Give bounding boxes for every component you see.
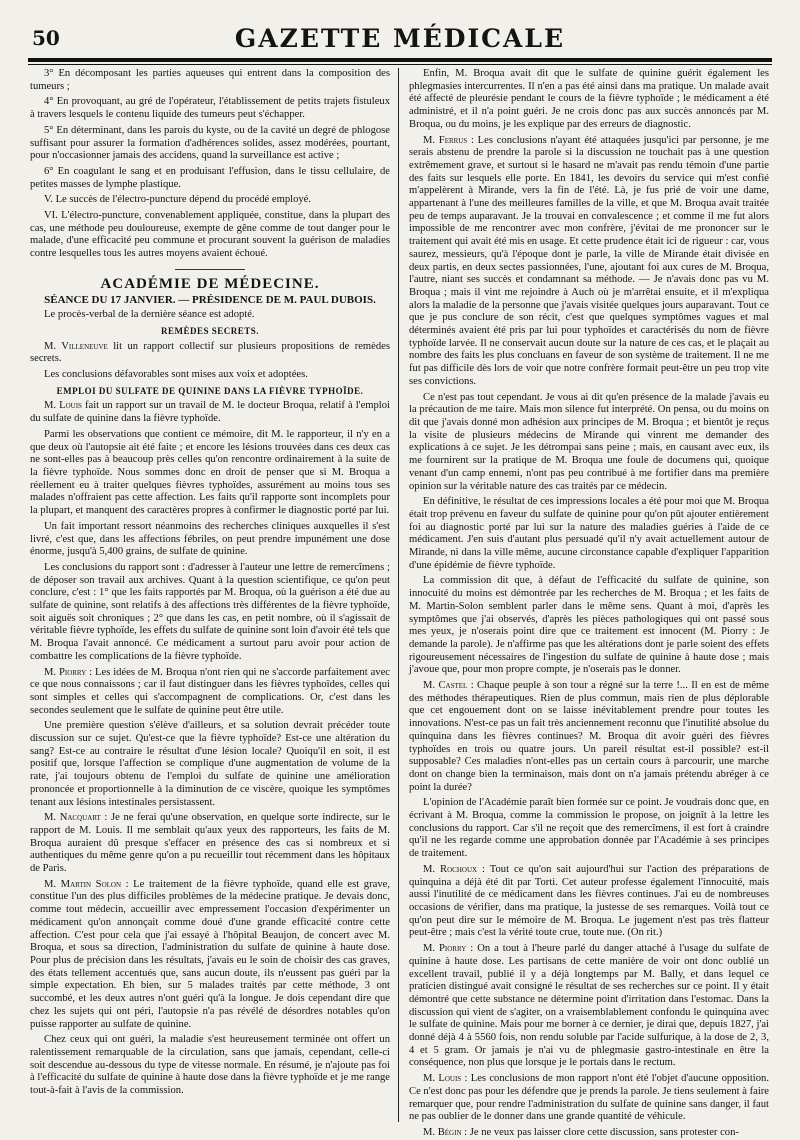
speaker-text: : On a tout à l'heure parlé du danger attaché à l'usage du sulfate de quinine à haute dose. Les partisans de cette manière de voir ont donc oublié un excellent travail, publié il y a déjà longtemps par M. Bally, et dans lequel ce praticien distingué avait consigné le résultat de ses recherches sur ce point. Il y était démontré que cette substance ne détermine point d'irritation dans l'estomac. Dans la discussion qui vient de s'agiter, on a vraisemblablement confondu le quinquina avec le sulfate de quinine. Mais pour me borner à ce dernier, je dirai que, depuis 1827, j'ai donné déjà 4 à 5560 fois, non rendu soluble par l'acide sulfurique, à la dose de 2, 3, 4 et 5 gram. Or jamais je n'ai vu de phlegmasie gastro-intestinale en être la conséquence, non plus que lorsque je le portais dans le rectum. [409,943,769,1069]
paragraph: Les conclusions du rapport sont : d'adresser à l'auteur une lettre de remercîmens ; de déposer son travail aux archives. Quant à la question scientifique, ce qu'on peut conclure, c'est : 1° que les faits rapportés par M. Broqua, où la guérison a été due au sulfate de quinine, sont relatifs à des affections très différentes de la fièvre typhoïde, soit aiguës soit chroniques ; 2° que dans les cas, en petit nombre, où il s'agissait de véritable fièvre typhoïde, les effets du sulfate de quinine sont loin d'avoir été tels que M. Broqua l'avait annoncé. Ce médicament a surtout paru avoir pour action de combattre les complications de la fièvre typhoïde. [30,561,390,662]
speaker-text: : Je ne ferai qu'une observation, en quelque sorte indirecte, sur le rapport de M. Louis. Il me semblait qu'aux yeux des rapporteurs, les faits de M. Broqua auraient dû presque s'effacer en présence des cas si nombreux et si authentiques du même genre qu'on a pu recueillir tout récemment dans les hôpitaux de Paris. [30,812,391,875]
paragraph [30,341,390,366]
speaker-text: : Le traitement de la fièvre typhoïde, quand elle est grave, constitue l'un des plus difficiles problèmes de la médecine pratique. Je devais donc, comme tout médecin, accueillir avec empressement l'occasion d'expérimenter un médicament qu'on annonçait comme doué d'une grande efficacité contre cette affection. C'est pour cela que j'ai essayé à l'hôpital Beaujon, de concert avec M. Broqua, et sous sa direction, l'administration du sulfate de quinine à haute dose. Pour plus de précision dans les résultats, j'avais eu le soin de choisir des cas graves, des états tellement accentués que, sans aucun doute, ils n'eussent pas guéri par la simple expectation. Eh bien, sur 5 malades traités par cette méthode, 3 ont succombé, et les deux autres n'ont guéri qu'à la longue. Je dois cependant dire que chez les sujets qui ont péri, l'autopsie n'a pas révélé de désordres notables qu'on puisse rapporter au sulfate de quinine. [30,878,390,1030]
speaker-name: M. Ferrus [423,134,468,146]
paragraph: Ce n'est pas tout cependant. Je vous ai dit qu'en présence de la malade j'avais eu la précaution de me taire. Mais mon silence fut interprété. On pensa, ou du moins on dit que j'avais donné mon adhésion aux principes de M. Broqua ; et bientôt je reçus la visite de plusieurs médecins de Mirande qui vinrent me demander des explications à ce sujet. Je les détrompai sans peine ; mais, en causant avec eux, ils me fournirent sur la pratique de M. Broqua une foule de documens qui, quoique venant d'un camp ennemi, n'ont pas peu contribué à me fortifier dans ma première opinion sur la véritable nature des cas traités par ce médecin. [409,391,769,492]
paragraph: Les conclusions défavorables sont mises aux voix et adoptées. [44,369,308,381]
section-divider [175,269,245,270]
paragraph: L'opinion de l'Académie paraît bien formée sur ce point. Je voudrais donc que, en écrivant à M. Broqua, comme la commission le propose, on joignît à la lettre les conclusions du rapport. Car s'il ne reçoit que des remercîmens, il est fort à craindre qu'il ne les regarde comme une approbation donnée par l'Académie à ses principes de traitement. [409,797,769,860]
left-column [30,68,390,1122]
speaker-name: M. Nacquart [44,812,101,824]
speaker-text: : Les conclusions n'ayant été attaquées jusqu'ici par personne, je me serais abstenu de prendre la parole si la discussion ne touchait pas à une question extrêmement grave, et surtout si le hasard ne m'avait pas rendu témoin d'une partie des faits sur lesquels elle porte. En 1841, les devoirs du service qui m'est confié m'appelèrent à Mirande, vers la fin de l'été. Là, je fus prié de voir une dame, appartenant à l'une des meilleures familles de la ville, et que M. Broqua avait traitée peu de temps auparavant. Je la trouvai en convalescence ; et comme il me fut alors impossible de me rencontrer avec mon confrère, j'évitai de me prononcer sur le traitement qui avait été mis en usage. Et cette prudence était ici de rigueur : car, vous saurez, messieurs, qu'à l'époque dont je parle, la ville de Mirande était divisée en deux partis, en deux sectes passionnées, l'une, ajoutant foi aux cures de M. Broqua, l'autre, niant ses succès et condamnant sa méthode. — Je n'avais donc pas vu M. Broqua ; mais il vint me rejoindre à Auch où je m'arrêtai ensuite, et il m'expliqua alors la maladie de la personne que j'avais visitée quelques jours auparavant. Tout ce que je pus conclure de son récit, c'est que quelques symptômes vagues et mal déterminés avaient été pris par lui pour typhoïdes et caractérisés du nom de fièvre typhoïde larvée. Il ne conservait aucun doute sur la nature de ces cas, et le plaçait au nombre des faits les plus concluans en faveur de son système de traitement. Il ne me fut pas difficile dès lors de voir que notre confrère formait peut-être un peu trop vite ses convictions. [409,134,769,387]
paragraph: En définitive, le résultat de ces impressions locales a été pour moi que M. Broqua était trop prévenu en faveur du sulfate de quinine pour qu'on pût ajouter entièrement foi au diagnostic porté par lui sur la nature des maladies guéries à l'aide de ce médicament. J'en suis d'autant plus persuadé qu'il n'y avait actuellement autour de Mirande, ni dans la ville même, aucune circonstance capable d'expliquer l'apparition d'une épidémie de fièvre typhoïde. [409,496,769,571]
list-item: 4° En provoquant, au gré de l'opérateur, l'établissement de petits trajets fistuleux à travers lesquels le contenu liquide des tumeurs peut s'échapper. [30,96,390,121]
masthead-title: GAZETTE MÉDICALE [234,24,566,53]
speaker-name: M. Piorry [423,943,467,955]
list-item: 5° En déterminant, dans les parois du kyste, ou de la cavité un degré de phlogose suffisant pour assurer la formation d'adhérences solides, assez modérées, pourtant, pour n'occasionner jamais des accidens, quand la surveillance est active ; [30,124,390,162]
speaker-name: M. Castel [423,680,468,692]
speaker-name: M. Louis [44,400,82,412]
speaker-name: M. Bégin [423,1126,462,1138]
column-divider [398,68,399,1122]
speaker-text: : Je ne veux pas laisser clore cette discussion, sans protester con- [461,1126,739,1138]
paragraph [409,135,769,389]
paragraph [409,943,769,1070]
paragraph [30,812,390,876]
subheading-remedes: REMÈDES SECRETS. [160,325,260,336]
paragraph [409,680,769,794]
subheading-emploi: EMPLOI DU SULFATE DE QUININE DANS LA FIÈVRE TYPHOÏDE. [56,385,364,396]
list-item: V. Le succès de l'électro-puncture dépend du procédé employé. [44,194,312,206]
list-item: 6° En coagulant le sang et en produisant l'effusion, dans le tissu cellulaire, de petites masses de lymphe plastique. [30,165,390,190]
list-item: VI. L'électro-puncture, convenablement appliquée, constitue, dans la plupart des cas, une méthode peu douloureuse, exempte de gêne comme de tout danger pour le malade, d'une efficacité peu commune et procurant souvent la guérison de maladies contre lesquelles tous les autres moyens avaient échoué. [30,210,390,260]
speaker-text: : Les conclusions de mon rapport n'ont été l'objet d'aucune opposition. Ce n'est donc pas pour les défendre que je prends la parole. Je tiens seulement à faire remarquer que, pour rendre l'administration du sulfate de quinine sans danger, il faut ne pas oublier de le donner dans une grande quantité de véhicule. [409,1073,769,1123]
header-rule-thin [28,64,772,65]
paragraph: Le procès-verbal de la dernière séance est adopté. [44,309,255,321]
paragraph: Enfin, M. Broqua avait dit que le sulfate de quinine guérit également les phlegmasies intercurrentes. Il n'en a pas été ainsi dans ma pratique. Un malade avait été affecté de pleurésie pendant le cours de la fièvre typhoïde ; le médicament a été administré, et il n'a point guéri. Je ne crois donc pas aux succès annoncés par M. Broqua, ou du moins, je les explique par des erreurs de diagnostic. [409,68,769,130]
speaker-text: fait un rapport sur un travail de M. le docteur Broqua, relatif à l'emploi du sulfate de quinine dans la fièvre typhoïde. [30,400,390,425]
paragraph: Parmi les observations que contient ce mémoire, dit M. le rapporteur, il n'y en a que deux où l'autopsie ait été faite ; et encore les lésions trouvées dans ces deux cas ne sont-elles pas à beaucoup près celles qu'on rencontre ordinairement à la suite de la fièvre typhoïde. Nous sommes donc en droit de penser que si M. Broqua a réellement eu à traiter quelques fièvres typhoïdes, assurément au moins tous ses malades n'offraient pas cette affection. Les faits qu'il rapporte sont incomplets pour la plupart, et manquent des caractères propres à confirmer le diagnostic porté par lui. [30,428,390,517]
speaker-text: lit un rapport collectif sur plusieurs propositions de remèdes secrets. [30,340,390,365]
speaker-name: M. Louis [423,1073,462,1085]
paragraph [409,1127,769,1140]
speaker-name: M. Martin Solon [44,878,122,890]
paragraph: Une première question s'élève d'ailleurs, et sa solution devrait précéder toute discussion sur ce sujet. Qu'est-ce que la fièvre typhoïde? Est-ce une altération du sang? Est-ce au contraire le résultat d'une lésion locale? Quoiqu'il en soit, il est positif que, lorsque l'affection se complique d'une augmentation de volume de la rate, j'ai toujours obtenu de l'emploi du sulfate de quinine une amélioration prononcée et proportionnelle à la diminution de ce viscère, quoique les symptômes tenant aux lésions intestinales persistassent. [30,720,390,808]
page-number: 50 [32,26,60,50]
academy-title: ACADÉMIE DE MÉDECINE. [100,275,320,292]
paragraph: Un fait important ressort néanmoins des recherches cliniques auxquelles il s'est livré, c'est que, dans les affections fébriles, on peut prendre impunément une dose énorme, jusqu'à 5,400 grains, de sulfate de quinine. [30,520,390,558]
paragraph [30,400,390,425]
right-column [409,68,769,1138]
speaker-name: M. Rochoux [423,863,478,875]
paragraph: La commission dit que, à défaut de l'efficacité du sulfate de quinine, son innocuité du moins est démontrée par les recherches de M. Broqua ; et les faits de M. Martin-Solon semblent parler dans le même sens. Quant à moi, d'après les symptômes que j'ai observés, d'après les pièces pathologiques qui ont passé sous mes yeux, je n'oserais point dire que ce traitement est innocent (M. Piorry : Je demande la parole). Je n'affirme pas que les altérations dont je parle soient des effets rigoureusement nécessaires de l'ingestion du sulfate de quinine à haute dose ; mais j'avoue que, pour mon propre compte, je n'oserais pas le donner. [409,575,769,676]
paragraph [409,864,769,940]
speaker-text: : Les idées de M. Broqua n'ont rien qui ne s'accorde parfaitement avec ce que nous connaissons ; car il faut distinguer dans les fièvres typhoïdes, celles qui sont simples et celles qui s'accompagnent de complications. Or, c'est dans les secondes seulement que le sulfate de quinine peut être utile. [30,666,390,716]
paragraph: Chez ceux qui ont guéri, la maladie s'est heureusement terminée ont offert un ralentissement remarquable de la circulation, sans que jamais, cependant, celle-ci soit descendue au-dessous du type de vitesse normale. En résumé, je n'ajoute pas foi à l'efficacité du sulfate de quinine à haute dose dans la fièvre typhoïde et je me range tout-à-fait à l'avis de la commission. [30,1034,390,1097]
speaker-name: M. Villeneuve [44,340,108,352]
speaker-name: M. Piorry [44,666,87,678]
header-rule-thick [28,58,772,62]
session-heading: SÉANCE DU 17 JANVIER. — PRÉSIDENCE DE M. PAUL DUBOIS. [44,293,376,306]
paragraph [30,879,390,1031]
paragraph [409,1073,769,1124]
page-header [28,22,772,58]
paragraph [30,667,390,718]
speaker-text: : Tout ce qu'on sait aujourd'hui sur l'action des préparations de quinquina a déjà été dit par Torti. Cet auteur professe également l'innocuité, mais aussi l'inutilité de ce médicament dans les fièvres continues. J'ai eu de nombreuses occasions de vérifier, dans ma pratique, la justesse de ses remarques. Voilà tout ce qu'on peut dire sur le mémoire de M. Broqua. Le jugement n'est pas très flatteur peut-être ; mais c'est la vérité toute crue, toute nue. (On rit.) [409,863,769,939]
speaker-text: : Chaque peuple à son tour a régné sur la terre !... Il en est de même des méthodes thérapeutiques. Rien de plus commun, mais rien de plus déplorable que cet engouement dont on se laisse inévitablement prendre pour toutes les innovations. N'est-ce pas un fait très anciennement reconnu que l'inutilité absolue du quinquina dans les fièvres continues? M. Broqua dit avoir guéri des fièvres typhoïdes en trois ou quatre jours. Un pareil résultat est-il possible? est-il supposable? Ces maladies n'ont-elles pas un certain cours à parcourir, une marche dont on change bien la terminaison, mais dont on n'a jamais prétendu abréger à ce point la durée? [409,680,769,793]
list-item: 3° En décomposant les parties aqueuses qui entrent dans la composition des tumeurs ; [30,68,390,92]
